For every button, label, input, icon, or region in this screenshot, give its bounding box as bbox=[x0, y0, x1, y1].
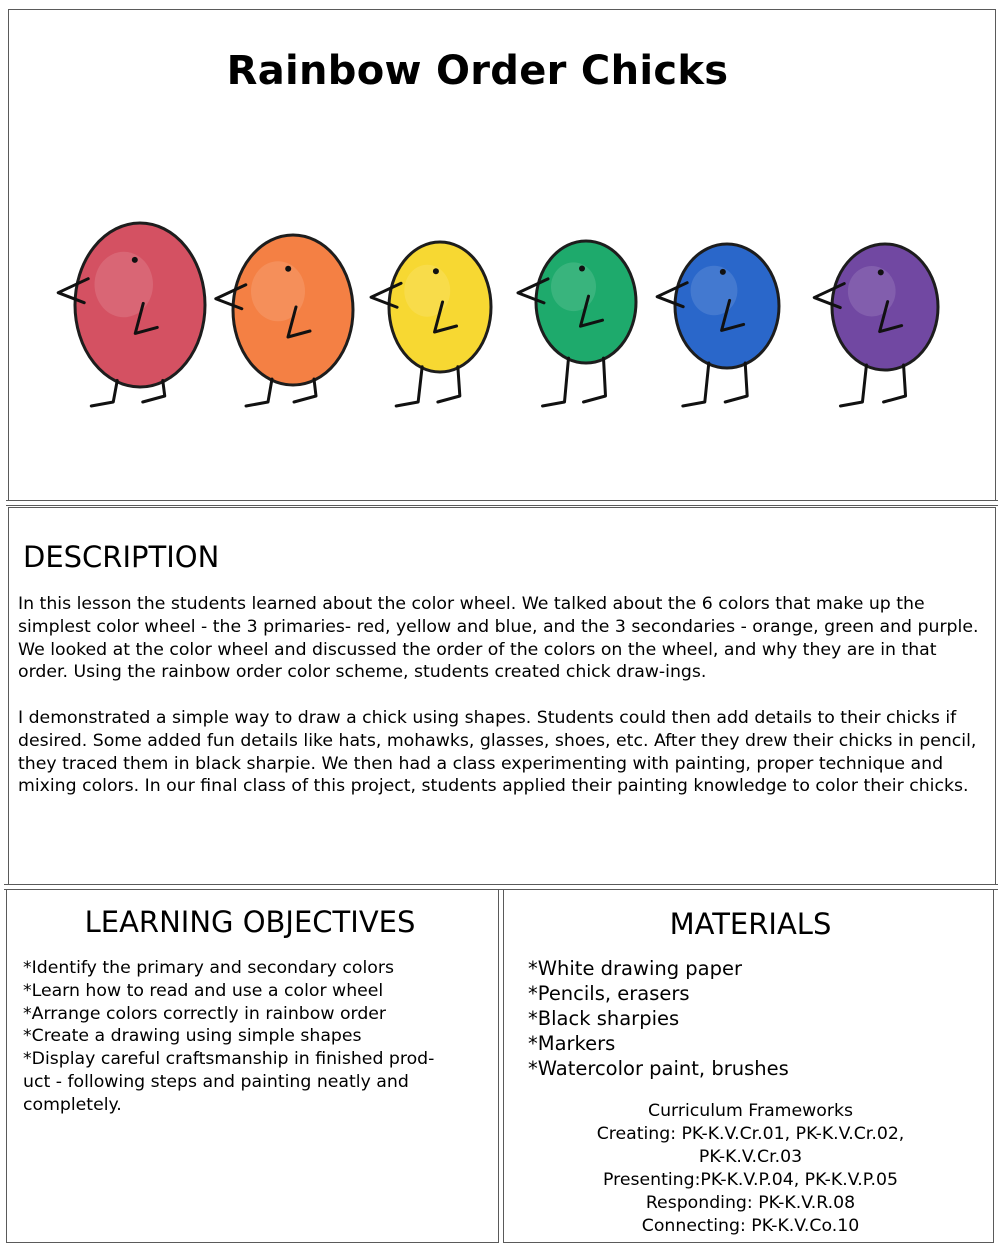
materials-list bbox=[528, 956, 988, 1081]
curriculum-line: Responding: PK-K.V.R.08 bbox=[645, 1193, 856, 1213]
description-body bbox=[18, 593, 988, 821]
description-heading: DESCRIPTION bbox=[23, 540, 220, 574]
chick-drawing bbox=[814, 244, 938, 406]
curriculum-frameworks bbox=[503, 1100, 998, 1238]
material-item: *Watercolor paint, brushes bbox=[528, 1057, 789, 1080]
objective-line: *Arrange colors correctly in rainbow order bbox=[23, 1003, 387, 1024]
rainbow-chicks-illustration bbox=[30, 190, 970, 430]
curriculum-line: PK-K.V.Cr.03 bbox=[698, 1147, 803, 1167]
page-title: Rainbow Order Chicks bbox=[226, 48, 729, 94]
chick-drawing bbox=[371, 242, 491, 406]
objectives-heading: LEARNING OBJECTIVES bbox=[84, 905, 416, 939]
objective-line: *Display careful craftsmanship in finished prod- bbox=[23, 1049, 435, 1070]
objective-line: uct - following steps and painting neatly and bbox=[23, 1071, 409, 1092]
objectives-list bbox=[23, 957, 493, 1117]
objective-line: *Learn how to read and use a color wheel bbox=[23, 980, 384, 1001]
section-divider bbox=[6, 500, 998, 506]
chick-drawing bbox=[518, 241, 636, 406]
chick-drawing bbox=[216, 235, 353, 406]
description-paragraph: I demonstrated a simple way to draw a chick using shapes. Students could then add details to their chicks if desired. Some added fun details like hats, mohawks, glasses, shoes, etc. After they drew their chicks in pencil, they traced them in black sharpie. We then had a class experimenting with painting, proper technique and mixing colors. In our final class of this project, students applied their painting knowledge to color their chicks. bbox=[18, 707, 977, 797]
curriculum-line: Creating: PK-K.V.Cr.01, PK-K.V.Cr.02, bbox=[596, 1124, 905, 1144]
curriculum-line: Connecting: PK-K.V.Co.10 bbox=[641, 1216, 860, 1236]
material-item: *White drawing paper bbox=[528, 957, 743, 980]
materials-heading: MATERIALS bbox=[669, 907, 832, 941]
curriculum-title: Curriculum Frameworks bbox=[648, 1101, 853, 1121]
objective-line: *Identify the primary and secondary colors bbox=[23, 958, 394, 978]
description-paragraph: In this lesson the students learned about the color wheel. We talked about the 6 colors that make up the simplest color wheel - the 3 primaries- red, yellow and blue, and the 3 secondaries - orange, green and purple. We looked at the color wheel and discussed the order of the colors on the wheel, and why they are in that order. Using the rainbow order color scheme, students created chick draw-ings. bbox=[18, 594, 979, 683]
chick-drawing bbox=[58, 223, 205, 406]
chick-drawing bbox=[657, 244, 779, 406]
material-item: *Markers bbox=[528, 1032, 616, 1055]
objective-line: *Create a drawing using simple shapes bbox=[23, 1026, 362, 1047]
material-item: *Black sharpies bbox=[528, 1007, 680, 1030]
objective-line: completely. bbox=[23, 1094, 122, 1115]
material-item: *Pencils, erasers bbox=[528, 982, 690, 1005]
curriculum-line: Presenting:PK-K.V.P.04, PK-K.V.P.05 bbox=[603, 1170, 898, 1190]
